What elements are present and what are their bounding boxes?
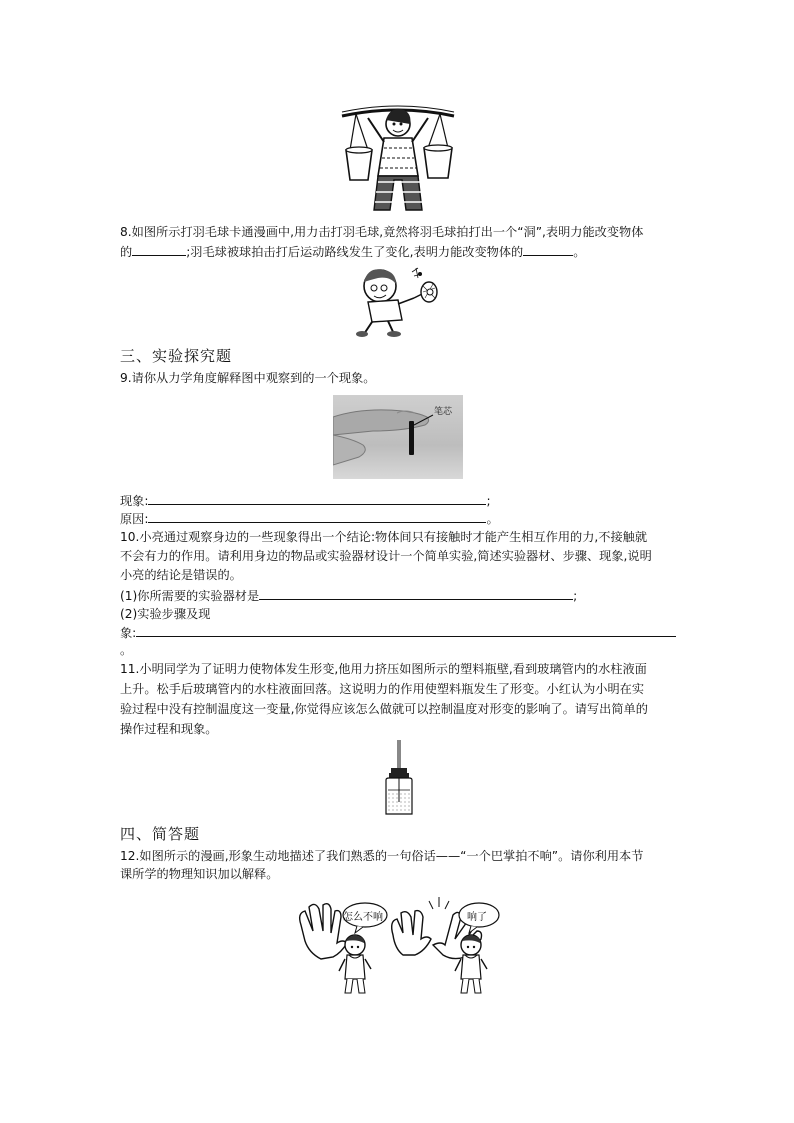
q10-part2-label: (2)实验步骤及现 <box>120 607 211 621</box>
q9-phenomenon-blank[interactable] <box>148 491 486 505</box>
q9-reason-label: 原因: <box>120 512 149 526</box>
q9-phenomenon-end: ; <box>486 494 491 508</box>
q9-reason-blank[interactable] <box>148 509 486 523</box>
q10-part2-line <box>120 623 676 643</box>
q10-part2-blank[interactable] <box>136 623 676 637</box>
q10-part1-line <box>120 586 577 606</box>
q10-part1-label: (1)你所需要的实验器材是 <box>120 589 260 603</box>
pencil-lead-photo <box>333 395 463 479</box>
carrying-buckets-cartoon <box>338 98 458 216</box>
q10-part2-end: 。 <box>120 643 133 657</box>
q12-line2: 课所学的物理知识加以解释。 <box>120 867 279 881</box>
speech-bubble-left: 怎么不响 <box>343 912 383 923</box>
bottle-tube-diagram <box>380 740 416 816</box>
section-3-title: 三、实验探究题 <box>120 347 233 365</box>
q8-line2 <box>120 242 585 262</box>
speech-bubble-right: 响了 <box>467 912 487 923</box>
q8-line2-end: 。 <box>573 245 586 259</box>
q11-line4: 操作过程和现象。 <box>120 722 218 736</box>
q9-phenomenon-line <box>120 491 491 511</box>
q10-line3: 小亮的结论是错误的。 <box>120 568 242 582</box>
pencil-lead-label: 笔芯 <box>434 407 453 417</box>
q10-line1: 10.小亮通过观察身边的一些现象得出一个结论:物体间只有接触时才能产生相互作用的力,不接触就 <box>120 530 648 544</box>
q10-line2: 不会有力的作用。请利用身边的物品或实验器材设计一个简单实验,简述实验器材、步骤、现象,说明 <box>120 549 652 563</box>
q10-part1-end: ; <box>573 589 578 603</box>
q11-line2: 上升。松手后玻璃管内的水柱液面回落。这说明力的作用使塑料瓶发生了形变。小红认为小明在实 <box>120 682 645 696</box>
q8-blank-2[interactable] <box>523 242 573 256</box>
badminton-cartoon <box>352 264 444 338</box>
q9-phenomenon-label: 现象: <box>120 494 149 508</box>
q8-line1: 8.如图所示打羽毛球卡通漫画中,用力击打羽毛球,竟然将羽毛球拍打出一个“洞”,表明力能改变物体 <box>120 225 644 239</box>
q10-part1-blank[interactable] <box>259 586 573 600</box>
q10-part2-cont: 象: <box>120 626 137 640</box>
q11-line1: 11.小明同学为了证明力使物体发生形变,他用力挤压如图所示的塑料瓶壁,看到玻璃管内的水柱液面 <box>120 662 647 676</box>
q8-blank-1[interactable] <box>132 242 186 256</box>
section-4-title: 四、简答题 <box>120 825 201 843</box>
q9-reason-end: 。 <box>486 512 499 526</box>
q8-line2-middle: ;羽毛球被球拍击打后运动路线发生了变化,表明力能改变物体的 <box>186 245 524 259</box>
q9-prompt: 9.请你从力学角度解释图中观察到的一个现象。 <box>120 371 376 385</box>
q9-reason-line <box>120 509 499 529</box>
q8-line2-prefix: 的 <box>120 245 133 259</box>
q12-line1: 12.如图所示的漫画,形象生动地描述了我们熟悉的一句俗话——“一个巴掌拍不响”。请你利用本节 <box>120 849 644 863</box>
q11-line3: 验过程中没有控制温度这一变量,你觉得应该怎么做就可以控制温度对形变的影响了。请写出简单的 <box>120 702 648 716</box>
